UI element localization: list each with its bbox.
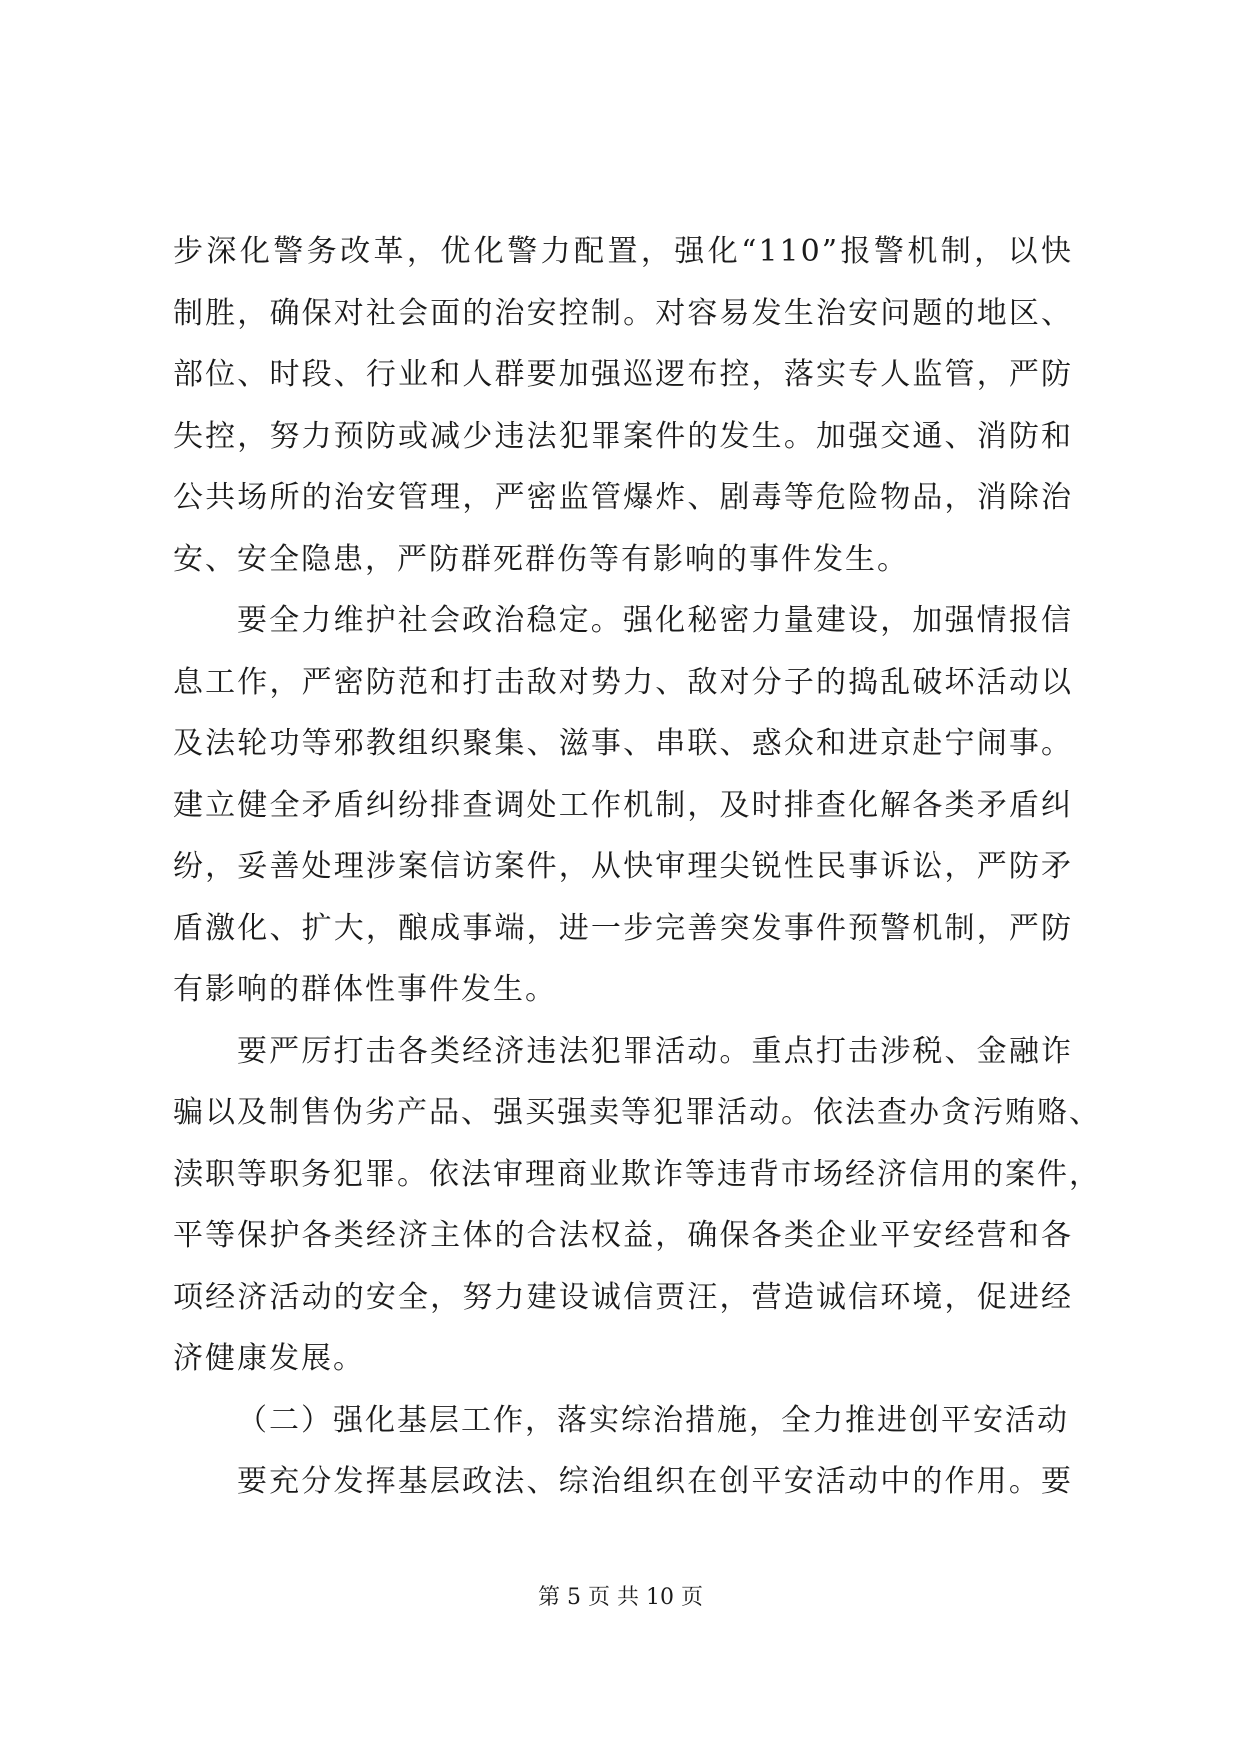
page-footer: 第 5 页 共 10 页 — [538, 1585, 703, 1610]
document-body — [173, 221, 1101, 1513]
section-heading: （二）强化基层工作，落实综治措施，全力推进创平安活动 — [237, 1402, 1069, 1438]
text-line: 济健康发展。 — [173, 1341, 365, 1376]
text-line: 部位、时段、行业和人群要加强巡逻布控，落实专人监管，严防 — [173, 357, 1073, 392]
text-line: 渎职等职务犯罪。依法审理商业欺诈等违背市场经济信用的案件， — [173, 1156, 1101, 1192]
text-line: 建立健全矛盾纠纷排查调处工作机制，及时排查化解各类矛盾纠 — [173, 787, 1073, 823]
text-line: 安、安全隐患，严防群死群伤等有影响的事件发生。 — [173, 541, 909, 577]
text-line: 息工作，严密防范和打击敌对势力、敌对分子的捣乱破坏活动以 — [173, 664, 1073, 700]
text-line: 失控，努力预防或减少违法犯罪案件的发生。加强交通、消防和 — [173, 418, 1073, 454]
text-line: 盾激化、扩大，酿成事端，进一步完善突发事件预警机制，严防 — [173, 910, 1073, 946]
text-line: 要严厉打击各类经济违法犯罪活动。重点打击涉税、金融诈 — [237, 1033, 1073, 1069]
text-line: 制胜，确保对社会面的治安控制。对容易发生治安问题的地区、 — [173, 295, 1073, 331]
text-line: 项经济活动的安全，努力建设诚信贾汪，营造诚信环境，促进经 — [173, 1279, 1073, 1315]
text-line: 步深化警务改革，优化警力配置，强化“110”报警机制，以快 — [173, 234, 1073, 269]
text-line: 要全力维护社会政治稳定。强化秘密力量建设，加强情报信 — [237, 603, 1073, 638]
text-line: 平等保护各类经济主体的合法权益，确保各类企业平安经营和各 — [173, 1218, 1073, 1253]
text-line: 公共场所的治安管理，严密监管爆炸、剧毒等危险物品，消除治 — [173, 480, 1073, 515]
text-line: 有影响的群体性事件发生。 — [173, 972, 557, 1007]
text-line: 要充分发挥基层政法、综治组织在创平安活动中的作用。要 — [237, 1464, 1073, 1499]
text-line: 骗以及制售伪劣产品、强买强卖等犯罪活动。依法查办贪污贿赂、 — [173, 1095, 1101, 1130]
text-line: 及法轮功等邪教组织聚集、滋事、串联、惑众和进京赴宁闹事。 — [173, 726, 1073, 761]
text-line: 纷，妥善处理涉案信访案件，从快审理尖锐性民事诉讼，严防矛 — [173, 849, 1073, 884]
